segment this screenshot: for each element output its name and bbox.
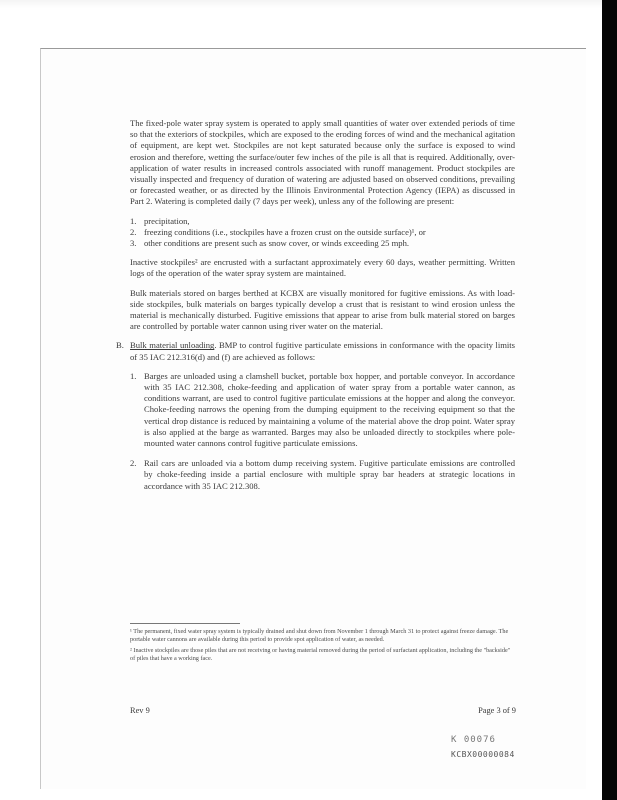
- section-letter: B.: [116, 340, 124, 351]
- scan-edge-right: [602, 0, 617, 800]
- paragraph-watering: The fixed-pole water spray system is operated to apply small quantities of water over extended periods of time so that the exteriors of stockpiles, which are exposed to the eroding forces of wind and the mechanical agitation of equipment, are kept wet. Stockpiles are not kept saturated because only the surface is exposed to wind erosion and therefore, wetting the surface/outer few inches of the pile is all that is required. Additionally, over-application of water results in increased controls associated with runoff management. Product stockpiles are visually inspected and frequency of duration of watering are adjusted based on observed conditions, prevailing or forecasted weather, or as directed by the Illinois Environmental Protection Agency (IEPA) as discussed in Part 2. Watering is completed daily (7 days per week), unless any of the following are present:: [130, 118, 515, 207]
- bates-stamp-top: K 00076: [451, 735, 496, 745]
- list-item: 2. Rail cars are unloaded via a bottom dump receiving system. Fugitive particulate emissions are controlled by choke-feeding inside a partial enclosure with multiple spray bar headers at strategic locations in accordance with 35 IAC 212.308.: [130, 458, 515, 491]
- page-number: Page 3 of 9: [478, 706, 516, 715]
- list-item: 2. freezing conditions (i.e., stockpiles have a frozen crust on the outside surface)¹, or: [130, 226, 426, 237]
- scan-edge-top: [0, 0, 603, 8]
- bates-number: KCBX00000084: [451, 750, 515, 759]
- section-text: BMP to control fugitive particulate emissions in conformance with the opacity limits of 35 IAC 212.316(d) and (f) are achieved as follows:: [130, 340, 516, 362]
- paragraph-bulk-materials: Bulk materials stored on barges berthed at KCBX are visually monitored for fugitive emissions. As with load-side stockpiles, bulk materials on barges typically develop a crust that is resistant to wind erosion unless the material is mechanically disturbed. Fugitive emissions that appear to arise from bulk material stored on barges are controlled by portable water cannon using river water on the material.: [130, 287, 515, 332]
- footnote-2: ² Inactive stockpiles are those piles that are not receiving or having material removed during the period of surfactant application, including the "backside" of piles that have a working face.: [130, 646, 511, 663]
- footnotes: [130, 628, 515, 666]
- paragraph-inactive-stockpiles: Inactive stockpiles² are encrusted with a surfactant approximately every 60 days, weather permitting. Written logs of the operation of the water spray system are maintained.: [130, 257, 515, 279]
- section-b: B. Bulk material unloading. BMP to control fugitive particulate emissions in conformance with the opacity limits of 35 IAC 212.316(d) and (f) are achieved as follows:: [116, 340, 516, 362]
- conditions-list: [130, 216, 515, 250]
- list-item: 3. other conditions are present such as snow cover, or winds exceeding 25 mph.: [130, 238, 410, 249]
- section-heading: Bulk material unloading: [130, 340, 215, 351]
- footnote-1: ¹ The permanent, fixed water spray system is typically drained and shut down from November 1 through March 31 to protect against freeze damage. The portable water cannons are available during this period to provide spot application of water, as needed.: [130, 628, 509, 644]
- list-item: 1. Barges are unloaded using a clamshell bucket, portable box hopper, and portable conveyor. In accordance with 35 IAC 212.308, choke-feeding and application of water spray from a portable water cannon, as conditions warrant, are used to control fugitive particulate emissions at the hopper and along the conveyor. Choke-feeding narrows the opening from the dumping equipment to the receiving equipment so that the vertical drop distance is reduced by maintaining a volume of the material above the drop point. Water spray is also applied at the barge as warranted. Barges may also be unloaded directly to stockpiles where pole-mounted water cannons control fugitive particulate emissions.: [130, 370, 515, 449]
- footnote-divider: [130, 623, 240, 624]
- page-body: [116, 118, 516, 501]
- revision-label: Rev 9: [130, 706, 150, 715]
- list-item: 1. precipitation,: [130, 215, 190, 226]
- unloading-list: [130, 371, 515, 492]
